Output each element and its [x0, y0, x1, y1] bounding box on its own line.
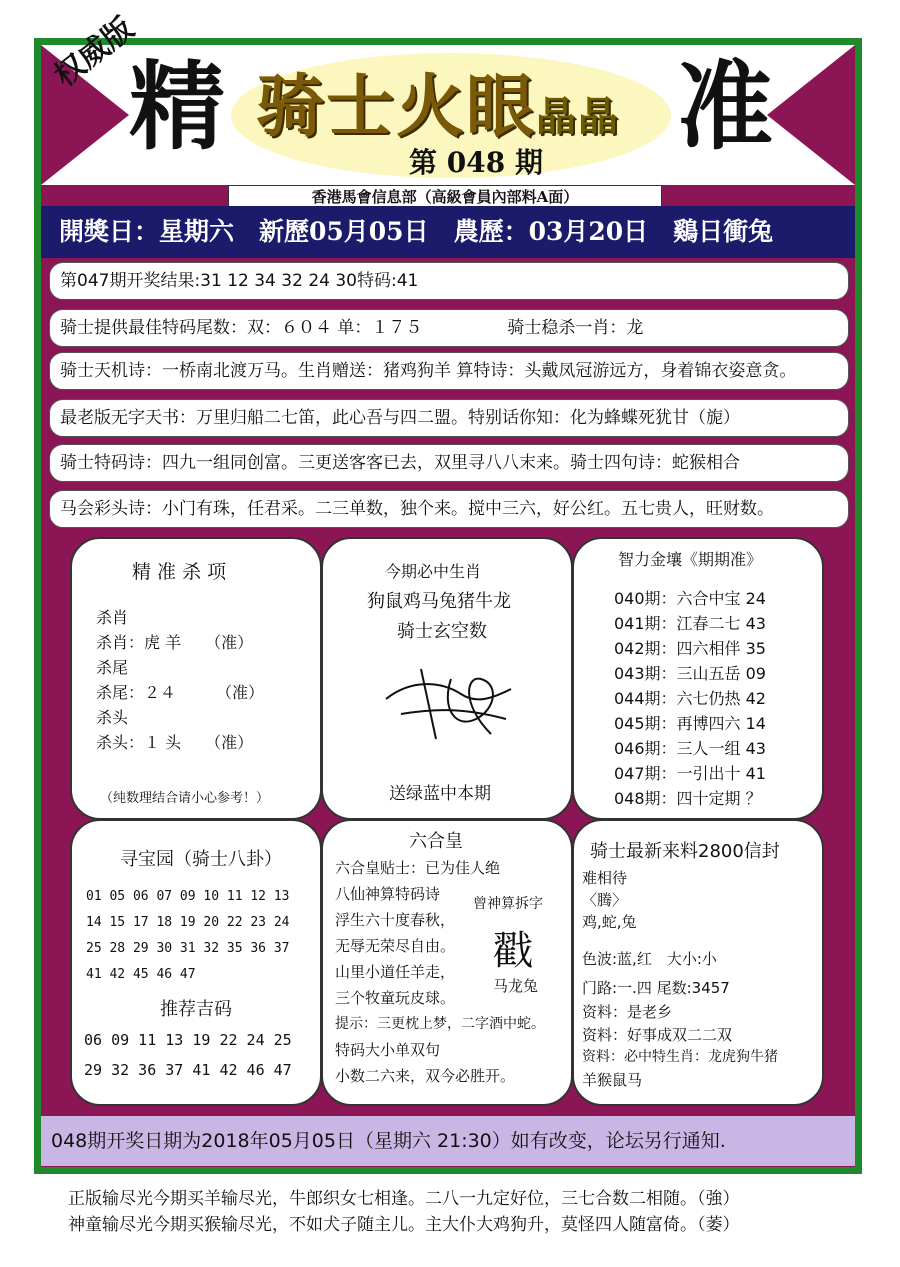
treasure-panel-title: 寻宝园（骑士八卦）	[120, 849, 282, 870]
liuhe-line: 提示：三更枕上梦，二字酒中蛇。	[335, 1016, 545, 1032]
liuhe-line: 浮生六十度春秋，	[335, 911, 456, 929]
footer-line: 神童输尽光今期买猴输尽光，不如犬子随主儿。主大仆大鸡狗升，莫怪四人随富倚。（萎）	[68, 1215, 740, 1235]
poster-title	[256, 67, 620, 157]
kill-panel-title: 精 准 杀 项	[132, 561, 227, 583]
liuhe-line: 无辱无荣尽自由。	[335, 937, 456, 955]
info-row: 马会彩头诗：小门有珠，任君采。二三单数，独个来。搅中三六，好公红。五七贵人，旺财数。	[49, 490, 849, 528]
right-triangle-decoration	[767, 45, 855, 185]
latest-line: 难相待	[582, 869, 628, 887]
treasure-numbers-row: 01 05 06 07 09 10 11 12 13	[86, 889, 290, 904]
liuhe-panel-title: 六合皇	[409, 831, 463, 852]
kill-panel	[70, 537, 322, 820]
liuhe-line: 山里小道任羊走，	[335, 963, 456, 981]
title-main: 骑士火眼	[256, 67, 537, 147]
zodiac-animals: 狗鼠鸡马兔猪牛龙	[367, 591, 511, 612]
gold-panel-title: 智力金壤《期期准》	[618, 550, 763, 569]
kill-line: 杀肖：虎 羊 （准）	[96, 633, 254, 652]
gold-line: 045期：再博四六 14	[614, 714, 766, 733]
info-row: 骑士提供最佳特码尾数：双：６０４ 单：１７５ 骑士稳杀一肖：龙	[49, 309, 849, 347]
latest-line: 〈腾〉	[582, 891, 628, 909]
latest-line: 资料：是老乡	[582, 1003, 673, 1021]
gold-line: 041期：江春二七 43	[614, 614, 766, 633]
draw-date-bar: 開獎日：星期六 新歷05月05日 農歷：03月20日 鷄日衝兔	[41, 206, 855, 258]
treasure-numbers-row: 25 28 29 30 31 32 35 36 37	[86, 941, 290, 956]
gold-line: 043期：三山五岳 09	[614, 664, 766, 683]
info-row: 骑士天机诗：一桥南北渡万马。生肖赠送：猪鸡狗羊 算特诗：头戴凤冠游远方，身着锦衣姿意贪。	[49, 352, 849, 390]
liuhe-line: 六合皇贴士：已为佳人绝	[335, 859, 501, 877]
latest-line: 色波:蓝,红 大小:小	[582, 950, 717, 968]
gold-line: 040期：六合中宝 24	[614, 589, 766, 608]
gold-panel	[572, 537, 824, 820]
liuhe-panel	[321, 819, 573, 1106]
treasure-numbers-row: 14 15 17 18 19 20 22 23 24	[86, 915, 290, 930]
poster-header	[41, 45, 855, 185]
signature-scribble	[381, 659, 521, 754]
recommend-title: 推荐吉码	[160, 999, 232, 1020]
recommend-row: 06 09 11 13 19 22 24 25	[84, 1031, 292, 1049]
latest-panel-title: 骑士最新来料2800信封	[590, 841, 780, 862]
zodiac-panel	[321, 537, 573, 820]
kill-line: 杀头	[96, 708, 129, 727]
zodiac-line: 骑士玄空数	[397, 621, 487, 642]
issue-number: 第 048 期	[409, 146, 543, 179]
kill-line: 杀头：１ 头 （准）	[96, 733, 254, 752]
liuhe-line: 八仙神算特码诗	[335, 885, 441, 903]
subheader: 香港馬會信息部（高級會員內部料A面）	[228, 185, 662, 207]
kill-line: 杀肖	[96, 608, 129, 627]
recommend-row: 29 32 36 37 41 42 46 47	[84, 1061, 292, 1079]
latest-line: 门路:一.四 尾数:3457	[582, 979, 730, 997]
big-char-right: 准	[677, 50, 773, 163]
gold-line: 042期：四六相伴 35	[614, 639, 766, 658]
liuhe-line: 小数二六来，双今必胜开。	[335, 1067, 516, 1085]
title-small: 晶晶	[536, 93, 621, 140]
zodiac-bottom: 送绿蓝中本期	[389, 784, 491, 804]
gold-line: 044期：六七仍热 42	[614, 689, 766, 708]
kill-line: 杀尾：２４ （准）	[96, 683, 265, 702]
treasure-panel	[70, 819, 322, 1106]
kill-line: 杀尾	[96, 658, 129, 677]
info-row: 骑士特码诗：四九一组同创富。三更送客客已去，双里寻八八末来。骑士四句诗：蛇猴相合	[49, 444, 849, 482]
liuhe-side-bottom: 马龙兔	[493, 977, 539, 995]
info-row: 第047期开奖结果:31 12 34 32 24 30特码:41	[49, 262, 849, 300]
gold-line: 048期：四十定期 ？	[614, 789, 762, 808]
latest-line: 羊猴鼠马	[582, 1071, 643, 1089]
authority-badge: 权威版	[47, 10, 141, 94]
latest-line: 鸡,蛇,兔	[582, 913, 637, 931]
liuhe-big-char: 戳	[493, 928, 533, 974]
latest-line: 资料：必中特生肖：龙虎狗牛猪	[582, 1049, 778, 1065]
footer-notice-bar: 048期开奖日期为2018年05月05日（星期六 21:30）如有改变，论坛另行通知.	[41, 1116, 855, 1166]
liuhe-line: 三个牧童玩皮球。	[335, 989, 456, 1007]
zodiac-line: 今期必中生肖	[385, 562, 482, 581]
footer-line: 正版输尽光今期买羊输尽光，牛郎织女七相逢。二八一九定好位，三七合数二相随。（強）	[68, 1189, 740, 1209]
gold-line: 046期：三人一组 43	[614, 739, 766, 758]
gold-line: 047期：一引出十 41	[614, 764, 766, 783]
latest-panel	[572, 819, 824, 1106]
latest-line: 资料：好事成双二二双	[582, 1026, 733, 1044]
treasure-numbers-row: 41 42 45 46 47	[86, 967, 196, 982]
kill-note: （纯数理结合请小心参考！）	[100, 791, 270, 806]
big-char-left: 精	[129, 50, 225, 163]
info-row: 最老版无字天书：万里归船二七笛，此心吾与四二盟。特别话你知：化为蜂蝶死犹甘（旎）	[49, 399, 849, 437]
liuhe-side-label: 曾神算拆字	[473, 896, 543, 912]
liuhe-line: 特码大小单双句	[335, 1041, 441, 1059]
